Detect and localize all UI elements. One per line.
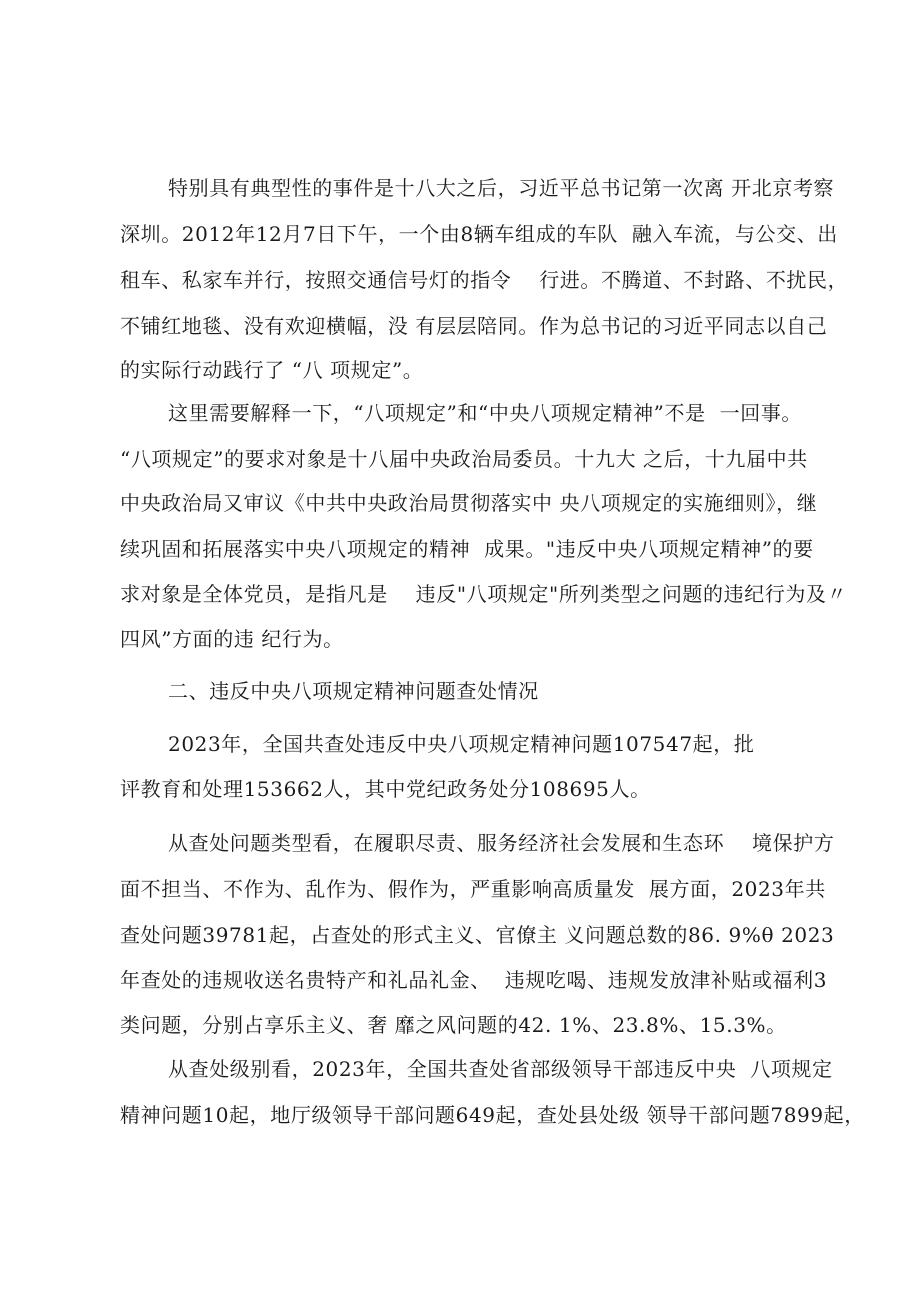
paragraph-line: 这里需要解释一下，“八项规定”和“中央八项规定精神”不是 一回事。 bbox=[168, 401, 803, 425]
paragraph-line: 深圳。2012年12月7日下午，一个由8辆车组成的车队 融入车流，与公交、出 bbox=[120, 222, 838, 246]
paragraph-line: 评教育和处理153662人，其中党纪政务处分108695人。 bbox=[120, 777, 651, 801]
paragraph-line: “八项规定”的要求对象是十八届中央政治局委员。十九大 之后，十九届中共 bbox=[120, 447, 808, 471]
section-heading: 二、违反中央八项规定精神问题查处情况 bbox=[168, 679, 539, 703]
paragraph-line: 精神问题10起，地厅级领导干部问题649起，查处县处级 领导干部问题7899起， bbox=[120, 1103, 865, 1127]
paragraph-line: 租车、私家车并行，按照交通信号灯的指令 行进。不腾道、不封路、不扰民， bbox=[120, 268, 849, 292]
paragraph-line: 类问题，分别占享乐主义、奢 靡之风问题的42. 1%、23.8%、15.3%。 bbox=[120, 1013, 787, 1037]
paragraph-line: 续巩固和拓展落实中央八项规定的精神 成果。"违反中央八项规定精神”的要 bbox=[120, 537, 814, 561]
paragraph-line: 四风”方面的违 纪行为。 bbox=[120, 627, 344, 651]
paragraph-line: 年查处的违规收送名贵特产和礼品礼金、 违规吃喝、违规发放津补贴或福利3 bbox=[120, 968, 828, 992]
paragraph-line: 特别具有典型性的事件是十八大之后，习近平总书记第一次离 开北京考察 bbox=[168, 176, 835, 200]
paragraph-line: 从查处级别看，2023年，全国共查处省部级领导干部违反中央 八项规定 bbox=[168, 1057, 833, 1081]
paragraph-line: 不铺红地毯、没有欢迎横幅，没 有层层陪同。作为总书记的习近平同志以自己 bbox=[120, 314, 828, 338]
paragraph-line: 中央政治局又审议《中共中央政治局贯彻落实中 央八项规定的实施细则》，继 bbox=[120, 491, 818, 515]
paragraph-line: 从查处问题类型看，在履职尽责、服务经济社会发展和生态环 境保护方 bbox=[168, 831, 835, 855]
paragraph-line: 求对象是全体党员，是指凡是 违反"八项规定"所列类型之问题的违纪行为及〃 bbox=[120, 582, 848, 606]
paragraph-line: 的实际行动践行了 “八 项规定”。 bbox=[120, 358, 424, 382]
paragraph-line: 2023年，全国共查处违反中央八项规定精神问题107547起，批 bbox=[168, 732, 755, 756]
paragraph-line: 查处问题39781起，占查处的形式主义、官僚主 义问题总数的86. 9%θ 2023 bbox=[120, 923, 835, 947]
paragraph-line: 面不担当、不作为、乱作为、假作为，严重影响高质量发 展方面，2023年共 bbox=[120, 877, 826, 901]
